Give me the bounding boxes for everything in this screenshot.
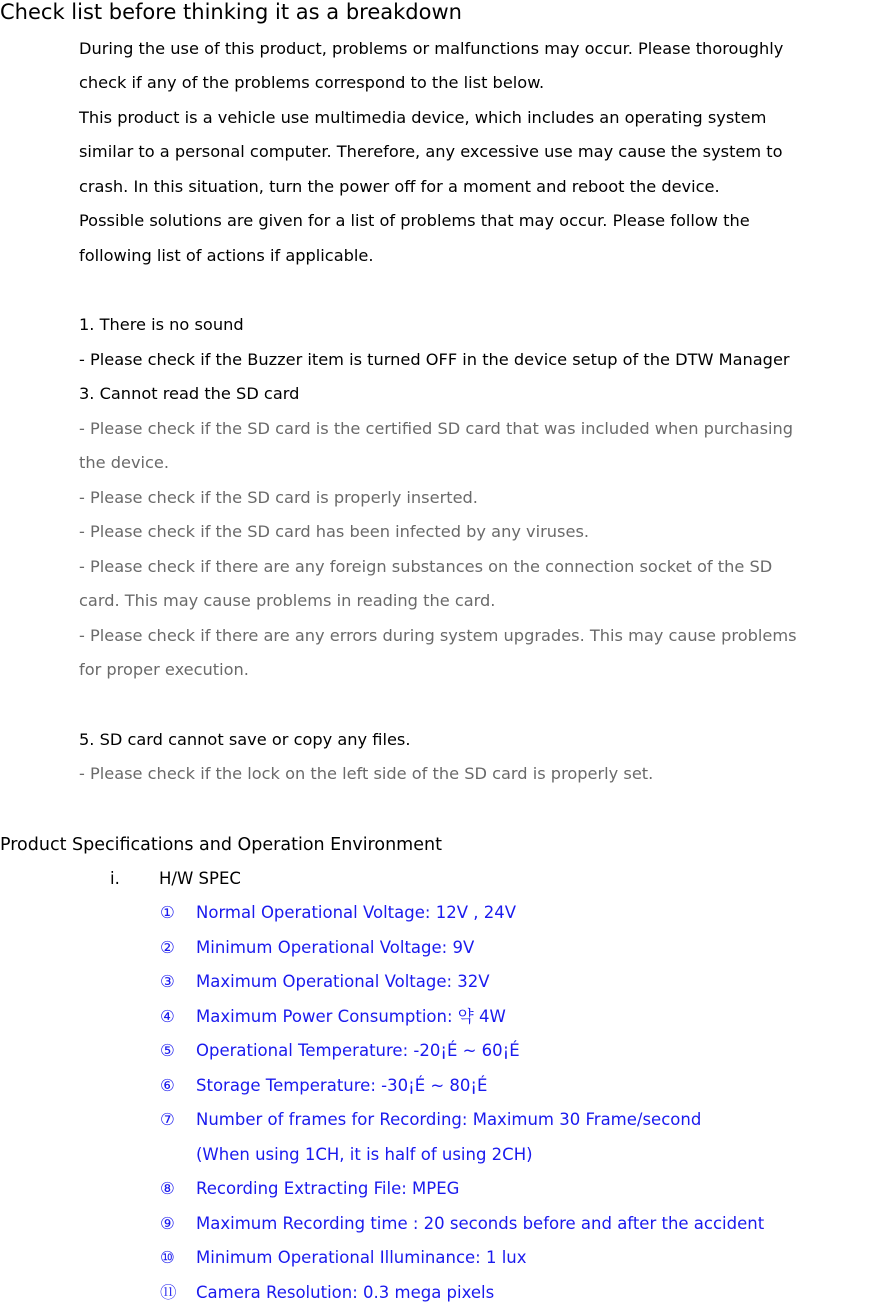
issue-1-title: 1. There is no sound	[79, 315, 244, 334]
spec-item	[160, 1213, 764, 1235]
spec-item	[160, 1178, 459, 1200]
spec-text: Maximum Recording time : 20 seconds before and after the accident	[196, 1214, 765, 1233]
spec-number: ⑪	[160, 1283, 177, 1302]
spec-item	[160, 1006, 506, 1028]
spec-number: ⑨	[160, 1214, 175, 1233]
issue-3-line: - Please check if there are any foreign substances on the connection socket of the SD	[79, 557, 773, 576]
issue-3-line: - Please check if the SD card is the certified SD card that was included when purchasing	[79, 419, 794, 438]
spec-text: Maximum Power Consumption: 약 4W	[196, 1007, 506, 1026]
spec-item	[160, 1075, 487, 1097]
intro-line: similar to a personal computer. Therefore, any excessive use may cause the system to	[79, 142, 783, 161]
spec-text: Recording Extracting File: MPEG	[196, 1179, 460, 1198]
spec-text: Operational Temperature: -20¡É ~ 60¡É	[196, 1041, 520, 1060]
spec-item	[160, 1040, 520, 1062]
spec-item	[160, 937, 474, 959]
issue-3-line: for proper execution.	[79, 660, 249, 679]
spec-number: ⑩	[160, 1248, 175, 1267]
issue-3-line: the device.	[79, 453, 170, 472]
spec-item	[160, 902, 516, 924]
section-title: H/W SPEC	[159, 869, 241, 888]
issue-3-line: - Please check if the SD card has been infected by any viruses.	[79, 522, 590, 541]
spec-number: ⑥	[160, 1076, 175, 1095]
spec-text: Normal Operational Voltage: 12V , 24V	[196, 903, 516, 922]
spec-text: Minimum Operational Voltage: 9V	[196, 938, 475, 957]
spec-item	[160, 1282, 494, 1304]
spec-text: Camera Resolution: 0.3 mega pixels	[196, 1283, 495, 1302]
issue-5-action: - Please check if the lock on the left side of the SD card is properly set.	[79, 764, 654, 783]
intro-line: This product is a vehicle use multimedia device, which includes an operating system	[79, 108, 767, 127]
issue-1-action: - Please check if the Buzzer item is turned OFF in the device setup of the DTW Manager	[79, 350, 790, 369]
issue-3-line: card. This may cause problems in reading the card.	[79, 591, 496, 610]
specs-heading: Product Specifications and Operation Environment	[0, 835, 442, 855]
spec-item	[160, 1247, 527, 1269]
issue-3-line: - Please check if there are any errors during system upgrades. This may cause problems	[79, 626, 797, 645]
issue-3-line: - Please check if the SD card is properly inserted.	[79, 488, 478, 507]
spec-number: ④	[160, 1007, 175, 1026]
spec-number: ⑧	[160, 1179, 175, 1198]
spec-item-continuation: (When using 1CH, it is half of using 2CH)	[196, 1145, 533, 1164]
page-heading: Check list before thinking it as a breakdown	[0, 0, 462, 24]
issue-3-title: 3. Cannot read the SD card	[79, 384, 300, 403]
issue-5-title: 5. SD card cannot save or copy any files.	[79, 730, 411, 749]
intro-line: crash. In this situation, turn the power off for a moment and reboot the device.	[79, 177, 720, 196]
spec-number: ⑦	[160, 1110, 175, 1129]
spec-text: Number of frames for Recording: Maximum 30 Frame/second	[196, 1110, 702, 1129]
spec-number: ②	[160, 938, 175, 957]
spec-number: ③	[160, 972, 175, 991]
section-number: i.	[110, 869, 120, 888]
spec-item	[160, 1109, 701, 1131]
spec-text: Minimum Operational Illuminance: 1 lux	[196, 1248, 527, 1267]
spec-item	[160, 971, 490, 993]
spec-text: Maximum Operational Voltage: 32V	[196, 972, 490, 991]
intro-line: Possible solutions are given for a list of problems that may occur. Please follow the	[79, 211, 750, 230]
spec-number: ⑤	[160, 1041, 175, 1060]
intro-line: following list of actions if applicable.	[79, 246, 374, 265]
intro-line: During the use of this product, problems or malfunctions may occur. Please thoroughly	[79, 39, 784, 58]
spec-text: Storage Temperature: -30¡É ~ 80¡É	[196, 1076, 488, 1095]
spec-number: ①	[160, 903, 175, 922]
intro-line: check if any of the problems correspond to the list below.	[79, 73, 545, 92]
